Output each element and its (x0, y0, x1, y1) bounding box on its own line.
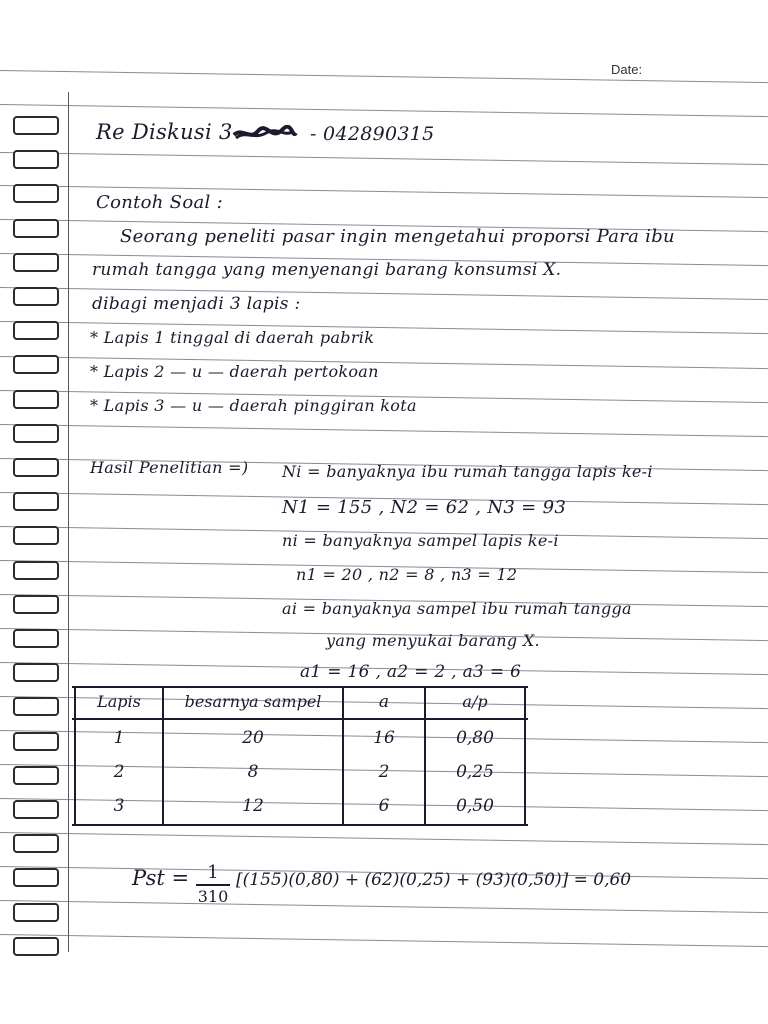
spiral-hole (13, 937, 59, 956)
ruled-line (0, 70, 768, 83)
formula-fraction (196, 862, 230, 906)
values-N: N1 = 155 , N2 = 62 , N3 = 93 (282, 497, 567, 518)
spiral-hole (13, 800, 59, 819)
table-rule (72, 718, 528, 720)
table-cell-ratio: 0,50 (456, 796, 494, 816)
lapis-item-1: * Lapis 1 tinggal di daerah pabrik (90, 328, 375, 347)
data-table (72, 686, 528, 828)
student-id: - 042890315 (310, 123, 435, 145)
spiral-hole (13, 834, 59, 853)
spiral-hole (13, 697, 59, 716)
table-header-sampel: besarnya sampel (184, 692, 322, 711)
ruled-line (0, 832, 768, 845)
spiral-hole (13, 629, 59, 648)
table-rule (72, 686, 528, 688)
table-header-lapis: Lapis (97, 692, 141, 711)
margin-line (68, 92, 69, 952)
table-rule (524, 686, 526, 826)
formula-expression: [(155)(0,80) + (62)(0,25) + (93)(0,50)] = 0,60 (236, 870, 632, 890)
spiral-hole (13, 868, 59, 887)
values-a: a1 = 16 , a2 = 2 , a3 = 6 (300, 662, 522, 682)
spiral-hole (13, 150, 59, 169)
table-cell-lapis: 2 (113, 762, 125, 782)
spiral-hole (13, 903, 59, 922)
spiral-hole (13, 492, 59, 511)
formula-numerator: 1 (207, 862, 219, 883)
spiral-hole (13, 732, 59, 751)
spiral-hole (13, 253, 59, 272)
spiral-hole (13, 219, 59, 238)
spiral-hole (13, 424, 59, 443)
spiral-hole (13, 355, 59, 374)
date-label: Date: (611, 62, 643, 77)
spiral-hole (13, 321, 59, 340)
table-cell-ratio: 0,80 (456, 728, 494, 748)
spiral-hole (13, 526, 59, 545)
spiral-hole (13, 184, 59, 203)
table-cell-a: 6 (378, 796, 390, 816)
definition-a-line-1: ai = banyaknya sampel ibu rumah tangga (282, 599, 632, 618)
spiral-hole (13, 287, 59, 306)
definition-N: Ni = banyaknya ibu rumah tangga lapis ke-i (282, 462, 653, 481)
spiral-hole (13, 561, 59, 580)
table-cell-sampel: 20 (242, 728, 264, 748)
formula-denominator: 310 (197, 887, 229, 906)
values-n: n1 = 20 , n2 = 8 , n3 = 12 (296, 565, 518, 584)
table-cell-a: 16 (373, 728, 395, 748)
table-cell-lapis: 3 (113, 796, 125, 816)
table-cell-ratio: 0,25 (456, 762, 494, 782)
paragraph-line-2: rumah tangga yang menyenangi barang konsumsi X. (92, 260, 562, 280)
table-cell-sampel: 8 (247, 762, 259, 782)
paragraph-line-1: Seorang peneliti pasar ingin mengetahui proporsi Para ibu (120, 226, 675, 247)
spiral-hole (13, 766, 59, 785)
fraction-bar (196, 884, 230, 886)
ruled-line (0, 934, 768, 947)
definition-n: ni = banyaknya sampel lapis ke-i (282, 531, 559, 550)
lapis-item-3: * Lapis 3 — u — daerah pinggiran kota (90, 396, 417, 415)
scribbled-out-text (232, 125, 298, 143)
formula-lhs: Pst = (132, 866, 190, 890)
section-heading: Contoh Soal : (96, 192, 223, 213)
ruled-line (0, 152, 768, 165)
ruled-line (0, 900, 768, 913)
spiral-hole (13, 595, 59, 614)
table-cell-sampel: 12 (242, 796, 264, 816)
spiral-hole (13, 390, 59, 409)
table-header-ratio: a/p (462, 692, 488, 711)
ruled-line (0, 104, 768, 117)
lapis-item-2: * Lapis 2 — u — daerah pertokoan (90, 362, 379, 381)
spiral-hole (13, 663, 59, 682)
table-rule (72, 824, 528, 826)
spiral-hole (13, 458, 59, 477)
table-cell-lapis: 1 (113, 728, 125, 748)
table-header-a: a (378, 692, 390, 712)
table-cell-a: 2 (378, 762, 390, 782)
definition-a-line-2: yang menyukai barang X. (326, 631, 540, 650)
page-title: Re Diskusi 3 (96, 120, 233, 144)
ruled-line (0, 424, 768, 437)
spiral-hole (13, 116, 59, 135)
hasil-label: Hasil Penelitian =) (90, 458, 249, 477)
paragraph-line-3: dibagi menjadi 3 lapis : (92, 294, 301, 314)
